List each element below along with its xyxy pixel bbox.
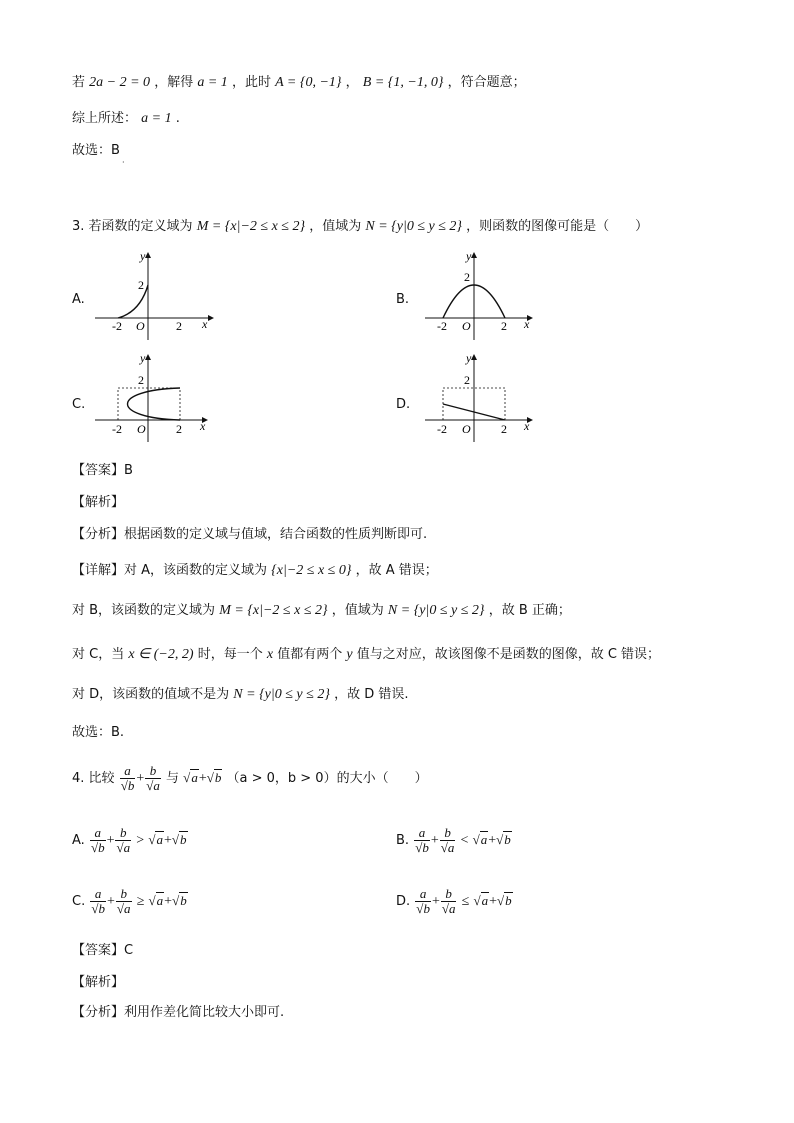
x-axis-label: x	[200, 419, 206, 433]
text: ，故 B 正确；	[488, 603, 571, 618]
tick-pos2: 2	[501, 422, 507, 436]
radicand: a	[480, 832, 488, 847]
value-a: a = 1	[141, 111, 172, 126]
denominator: b	[422, 840, 429, 855]
q4-option-a	[72, 822, 188, 859]
denominator: a	[153, 778, 160, 793]
domain-set: M = {x|−2 ≤ x ≤ 2}	[196, 219, 306, 234]
plus: +	[163, 833, 172, 848]
numerator: b	[444, 825, 451, 840]
value-a: a = 1	[197, 75, 228, 90]
sqrt-b: √b	[172, 893, 187, 908]
fraction: $\frac{b}{√a}$	[440, 825, 455, 855]
plus: +	[489, 894, 497, 909]
sqrt-a: √a	[472, 832, 488, 847]
plus: +	[431, 894, 440, 909]
fraction: $\frac{a}{√b}$	[416, 886, 430, 916]
var-y: y	[346, 647, 353, 662]
text: ，值域为	[309, 219, 362, 234]
text: ，故 A 错误；	[355, 563, 438, 578]
q3-detail-b	[72, 602, 571, 620]
q3-analysis: 【分析】根据函数的定义域与值域，结合函数的性质判断即可.	[72, 527, 428, 542]
equation: 2a − 2 = 0	[89, 75, 151, 90]
tick-y2: 2	[464, 373, 470, 387]
fraction: $\frac{a}{√b}$	[415, 825, 429, 855]
q4-option-b	[396, 822, 512, 859]
set-a: A = {0, −1}	[275, 75, 342, 90]
radicand: b	[214, 770, 222, 785]
fraction-a-over-sqrt-b: $\frac{a}{√b}$	[120, 763, 135, 793]
q3-graph-a	[90, 250, 220, 345]
radicand: b	[505, 893, 512, 908]
q3-graph-d	[415, 350, 545, 445]
stray-dot: ·	[122, 158, 125, 167]
option-label: C.	[72, 894, 86, 909]
q3-answer: 【答案】B	[72, 463, 133, 478]
radicand: a	[156, 893, 164, 908]
relation: ≤	[461, 894, 470, 909]
sqrt-b: √b	[206, 770, 222, 785]
fraction: $\frac{a}{√b}$	[91, 886, 105, 916]
relation: >	[136, 833, 145, 848]
x-axis-label: x	[524, 419, 530, 433]
x-axis-label: x	[202, 317, 208, 331]
q3-stem	[72, 218, 648, 236]
q3-analysis-title: 【解析】	[72, 495, 125, 510]
denominator: b	[127, 778, 135, 793]
numerator: b	[120, 886, 127, 901]
text: 值都有两个	[277, 647, 343, 662]
text: ，	[345, 75, 359, 90]
y-axis-label: y	[140, 250, 146, 263]
text: 【详解】对 A，该函数的定义域为	[72, 563, 268, 578]
solution-line-1	[72, 74, 526, 92]
denominator: b	[98, 840, 105, 855]
relation: ≥	[136, 894, 145, 909]
q3-option-c-label: C.	[72, 397, 86, 412]
sqrt-b: √b	[497, 893, 512, 908]
q4-answer: 【答案】C	[72, 943, 134, 958]
set-b: B = {1, −1, 0}	[362, 75, 444, 90]
range-set: N = {y|0 ≤ y ≤ 2}	[233, 687, 330, 702]
y-axis-label: y	[466, 351, 472, 365]
sqrt-a: √a	[473, 893, 489, 908]
plus: +	[164, 894, 173, 909]
radicand: a	[481, 893, 489, 908]
q3-detail-c	[72, 646, 660, 664]
plus: +	[106, 833, 115, 848]
option-label: A.	[72, 833, 85, 848]
fraction: $\frac{b}{√a}$	[441, 886, 456, 916]
text: 3. 若函数的定义域为	[72, 219, 193, 234]
text: 对 B，该函数的定义域为	[72, 603, 216, 618]
origin-label: O	[137, 422, 146, 436]
q4-option-d	[396, 883, 513, 920]
text: 时，每一个	[197, 647, 263, 662]
q3-option-a-label: A.	[72, 292, 85, 307]
text: 对 D，该函数的值域不是为	[72, 687, 230, 702]
tick-neg2: -2	[437, 422, 447, 436]
denominator: b	[423, 901, 430, 916]
q3-option-b-label: B.	[396, 292, 410, 307]
domain-set: {x|−2 ≤ x ≤ 0}	[271, 563, 352, 578]
plus: +	[136, 771, 145, 786]
tick-pos2: 2	[501, 319, 507, 333]
radicand: b	[504, 832, 511, 847]
text: ，此时	[231, 75, 271, 90]
plus: +	[107, 894, 115, 909]
origin-label: O	[462, 319, 471, 333]
text: .	[175, 111, 180, 126]
origin-label: O	[136, 319, 145, 333]
denominator: a	[448, 901, 456, 916]
sqrt-b: √b	[496, 832, 511, 847]
numerator: a	[124, 763, 131, 778]
numerator: a	[419, 886, 427, 901]
relation: <	[460, 833, 469, 848]
sqrt-a: √a	[148, 832, 163, 847]
q3-choose: 故选：B.	[72, 725, 125, 740]
q4-option-c	[72, 883, 188, 920]
text: ，符合题意；	[447, 75, 526, 90]
y-axis-label: y	[466, 250, 472, 263]
plus: +	[430, 833, 439, 848]
numerator: a	[94, 886, 102, 901]
tick-neg2: -2	[437, 319, 447, 333]
tick-y2: 2	[138, 278, 144, 292]
text: ，则函数的图像可能是（ ）	[466, 219, 649, 234]
radicand: b	[180, 832, 187, 847]
q3-option-d-label: D.	[396, 397, 411, 412]
fraction: $\frac{a}{√b}$	[90, 825, 105, 855]
range-set: N = {y|0 ≤ y ≤ 2}	[387, 603, 485, 618]
text: ，故 D 错误.	[334, 687, 409, 702]
interval: x ∈ (−2, 2)	[128, 647, 194, 662]
q4-analysis: 【分析】利用作差化简比较大小即可.	[72, 1005, 285, 1020]
tick-y2: 2	[464, 270, 470, 284]
denominator: a	[447, 840, 455, 855]
q3-graph-b	[415, 250, 545, 345]
text: ，值域为	[331, 603, 384, 618]
x-axis-label: x	[524, 317, 530, 331]
text: 若	[72, 75, 86, 90]
denominator: b	[98, 901, 105, 916]
fraction: $\frac{b}{√a}$	[116, 825, 131, 855]
numerator: b	[149, 763, 157, 778]
numerator: b	[120, 825, 127, 840]
solution-line-2	[72, 110, 180, 128]
text: 综上所述：	[72, 111, 138, 126]
denominator: a	[123, 840, 131, 855]
plus: +	[198, 771, 207, 786]
text: （a > 0，b > 0）的大小（ ）	[226, 771, 428, 786]
radicand: a	[191, 770, 198, 785]
option-label: B.	[396, 833, 410, 848]
plus: +	[488, 833, 497, 848]
sqrt-a: √a	[148, 893, 164, 908]
tick-pos2: 2	[176, 422, 182, 436]
tick-y2: 2	[138, 373, 144, 387]
fraction-b-over-sqrt-a: $\frac{b}{√a}$	[146, 763, 160, 793]
radicand: a	[156, 832, 163, 847]
tick-neg2: -2	[112, 319, 122, 333]
text: 对 C，当	[72, 647, 125, 662]
q3-detail-a	[72, 562, 438, 580]
sqrt-a: √a	[183, 770, 198, 785]
var-x: x	[266, 647, 274, 662]
solution-choice: 故选：B	[72, 143, 120, 158]
option-label: D.	[396, 894, 411, 909]
curve-c	[128, 388, 181, 420]
numerator: a	[418, 825, 426, 840]
tick-pos2: 2	[176, 319, 182, 333]
denominator: a	[124, 901, 131, 916]
domain-set: M = {x|−2 ≤ x ≤ 2}	[219, 603, 328, 618]
range-set: N = {y|0 ≤ y ≤ 2}	[365, 219, 463, 234]
fraction: $\frac{b}{√a}$	[116, 886, 131, 916]
tick-neg2: -2	[112, 422, 122, 436]
sqrt-b: √b	[171, 832, 187, 847]
numerator: b	[445, 886, 452, 901]
origin-label: O	[462, 422, 471, 436]
text: ，解得	[154, 75, 194, 90]
text: 4. 比较	[72, 771, 115, 786]
text: 与	[166, 771, 180, 786]
q4-stem	[72, 760, 428, 797]
text: 值与之对应，故该图像不是函数的图像，故 C 错误；	[356, 647, 661, 662]
q3-graph-c	[90, 350, 220, 445]
q3-detail-d	[72, 686, 409, 704]
radicand: b	[180, 893, 187, 908]
q4-analysis-title: 【解析】	[72, 975, 125, 990]
numerator: a	[94, 825, 101, 840]
y-axis-label: y	[140, 351, 146, 365]
